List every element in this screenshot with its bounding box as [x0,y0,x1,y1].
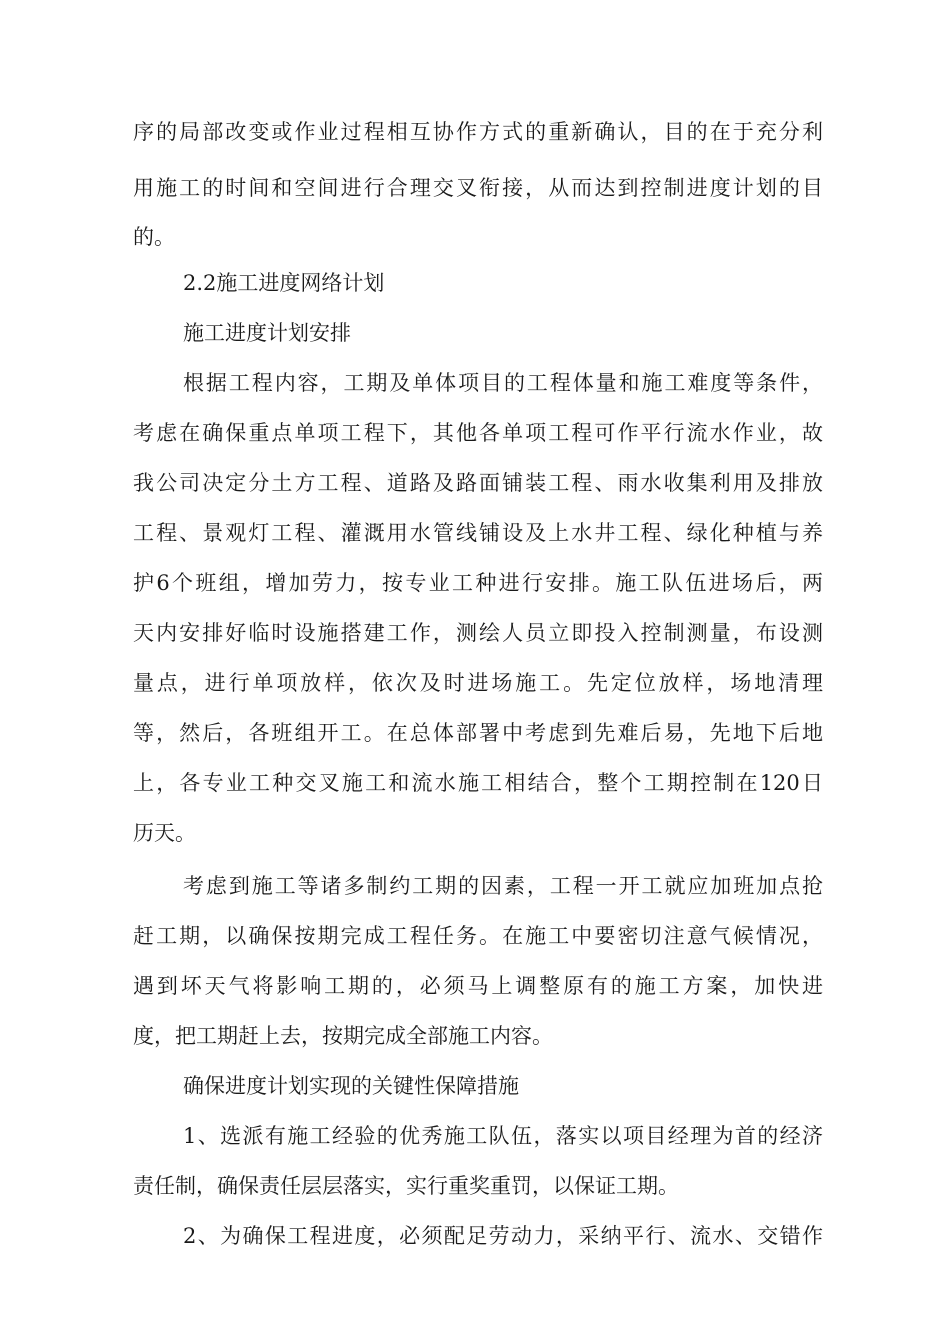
text-line: 考虑在确保重点单项工程下，其他各单项工程可作平行流水作业，故 [133,421,823,445]
text-line: 遇到坏天气将影响工期的，必须马上调整原有的施工方案，加快进 [133,974,823,998]
text-line: 序的局部改变或作业过程相互协作方式的重新确认，目的在于充分利 [133,120,823,144]
subsection-heading: 施工进度计划安排 [183,321,351,345]
text-line: 我公司决定分土方工程、道路及路面铺装工程、雨水收集利用及排放 [133,471,823,495]
text-line: 历天。 [133,821,196,845]
text-line: 考虑到施工等诸多制约工期的因素，工程一开工就应加班加点抢 [183,874,823,898]
text-line: 度，把工期赶上去，按期完成全部施工内容。 [133,1024,553,1048]
text-line: 1、选派有施工经验的优秀施工队伍，落实以项目经理为首的经济 [183,1124,823,1148]
text-line: 用施工的时间和空间进行合理交叉衔接，从而达到控制进度计划的目 [133,176,823,200]
subsection-heading: 确保进度计划实现的关键性保障措施 [183,1074,519,1098]
text-line: 工程、景观灯工程、灌溉用水管线铺设及上水井工程、绿化种植与养 [133,521,823,545]
text-line: 的。 [133,225,175,249]
text-line: 等，然后，各班组开工。在总体部署中考虑到先难后易，先地下后地 [133,721,823,745]
text-line: 护6个班组，增加劳力，按专业工种进行安排。施工队伍进场后，两 [133,571,823,595]
text-line: 赶工期，以确保按期完成工程任务。在施工中要密切注意气候情况， [133,924,823,948]
text-line: 根据工程内容，工期及单体项目的工程体量和施工难度等条件， [183,371,823,395]
section-heading: 2.2施工进度网络计划 [183,271,385,295]
text-line: 量点，进行单项放样，依次及时进场施工。先定位放样，场地清理 [133,671,823,695]
text-line: 2、为确保工程进度，必须配足劳动力，采纳平行、流水、交错作 [183,1224,823,1248]
text-line: 天内安排好临时设施搭建工作，测绘人员立即投入控制测量，布设测 [133,621,823,645]
text-line: 上，各专业工种交叉施工和流水施工相结合，整个工期控制在120日 [133,771,823,795]
text-line: 责任制，确保责任层层落实，实行重奖重罚，以保证工期。 [133,1174,679,1198]
